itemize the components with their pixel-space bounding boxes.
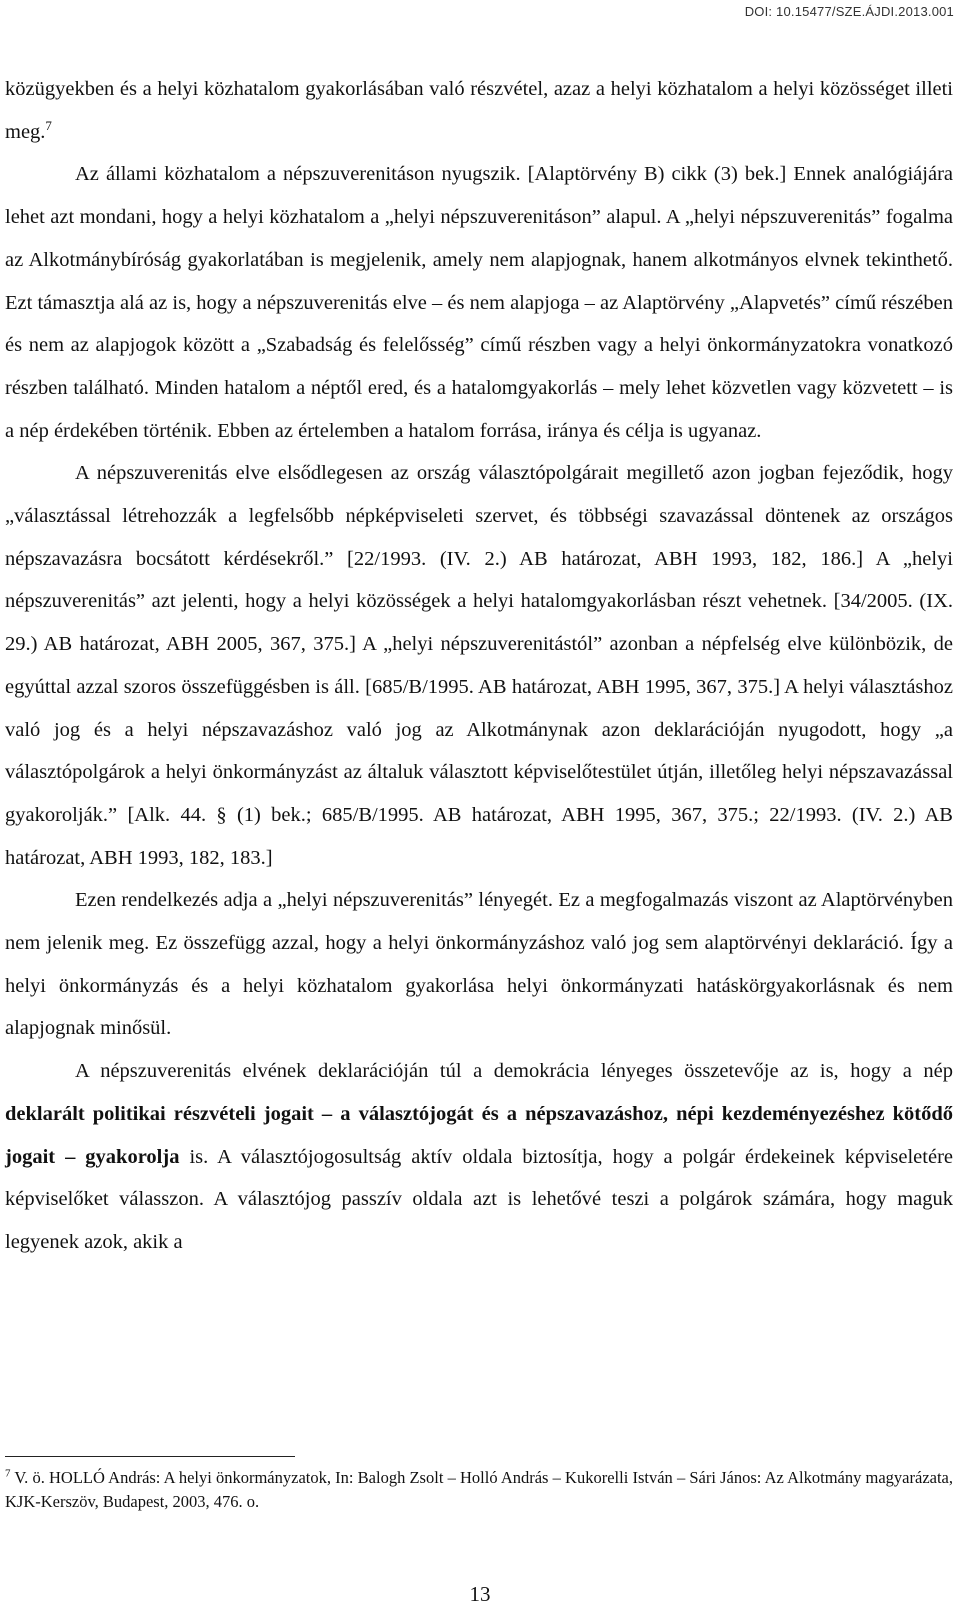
footnote xyxy=(5,1466,953,1514)
paragraph-2: Az állami közhatalom a népszuverenitáson nyugszik. [Alaptörvény B) cikk (3) bek.] Ennek analógiájára lehet azt mondani, hogy a helyi közhatalom a „helyi népszuverenitáson” alapul. A „helyi népszuverenitás” fogalma az Alkotmánybíróság gyakorlatában is megjelenik, amely nem alapjognak, hanem alkotmányos elvnek tekinthető. Ezt támasztja alá az is, hogy a népszuverenitás elve – és nem alapjoga – az Alaptörvény „Alapvetés” című részében és nem az alapjogok között a „Szabadság és felelősség” című részben vagy a helyi önkormányzatokra vonatkozó részben található. Minden hatalom a néptől ered, és a hatalomgyakorlás – mely lehet közvetlen vagy közvetett – is a nép érdekében történik. Ebben az értelemben a hatalom forrása, iránya és célja is ugyanaz. xyxy=(5,163,953,442)
paragraph-5-text-start: A népszuverenitás elvének deklarációján túl a demokrácia lényeges összetevője az is, hogy a nép xyxy=(75,1060,953,1083)
paragraph-5-bold-text: deklarált politikai részvételi jogait – a választójogát és a népszavazáshoz, népi kezdeményezéshez kötődő jogait – gyakorolja xyxy=(5,1102,953,1168)
main-text xyxy=(5,68,953,1264)
footnote-number: 7 xyxy=(5,1467,11,1480)
paragraph-1 xyxy=(5,68,953,153)
paragraph-1-text: közügyekben és a helyi közhatalom gyakorlásában való részvétel, azaz a helyi közhatalom a helyi közösséget illeti meg. xyxy=(5,78,953,143)
doi-header: DOI: 10.15477/SZE.ÁJDI.2013.001 xyxy=(744,4,954,19)
paragraph-3: A népszuverenitás elve elsődlegesen az ország választópolgárait megillető azon jogban fejeződik, hogy „választással létrehozzák a legfelsőbb népképviseleti szervet, és többségi szavazással döntenek az országos népszavazásra bocsátott kérdésekről.” [22/1993. (IV. 2.) AB határozat, ABH 1993, 182, 186.] A „helyi népszuverenitás” azt jelenti, hogy a helyi közösségek a helyi hatalomgyakorlásban részt vehetnek. [34/2005. (IX. 29.) AB határozat, ABH 2005, 367, 375.] A „helyi népszuverenitástól” azonban a népfelség elve különbözik, de egyúttal azzal szoros összefüggésben is áll. [685/B/1995. AB határozat, ABH 1995, 367, 375.] A helyi választáshoz való jog és a helyi népszavazáshoz való jog az Alkotmánynak azon deklarációján nyugodott, hogy „a választópolgárok a helyi önkormányzást az általuk választott képviselőtestület útján, illetőleg helyi népszavazással gyakorolják.” [Alk. 44. § (1) bek.; 685/B/1995. AB határozat, ABH 1995, 367, 375.; 22/1993. (IV. 2.) AB határozat, ABH 1993, 182, 183.] xyxy=(5,462,953,869)
footnote-text: V. ö. HOLLÓ András: A helyi önkormányzatok, In: Balogh Zsolt – Holló András – Kukorelli István – Sári János: Az Alkotmány magyarázata, KJK-Kerszöv, Budapest, 2003, 476. o. xyxy=(5,1468,954,1511)
paragraph-5 xyxy=(5,1050,953,1264)
footnote-ref: 7 xyxy=(45,117,52,133)
page-number: 13 xyxy=(469,1582,491,1606)
paragraph-4: Ezen rendelkezés adja a „helyi népszuverenitás” lényegét. Ez a megfogalmazás viszont az Alaptörvényben nem jelenik meg. Ez összefügg azzal, hogy a helyi önkormányzáshoz való jog sem alaptörvényi deklaráció. Így a helyi önkormányzás és a helyi közhatalom gyakorlása helyi önkormányzati hatáskörgyakorlásnak és nem alapjognak minősül. xyxy=(5,889,953,1040)
paragraph-5-text-end: is. A választójogosultság aktív oldala biztosítja, hogy a polgár érdekeinek képviseletére képviselőket válasszon. A választójog passzív oldala azt is lehetővé teszi a polgárok számára, hogy maguk legyenek azok, akik a xyxy=(5,1145,954,1253)
footnote-divider xyxy=(5,1456,295,1457)
